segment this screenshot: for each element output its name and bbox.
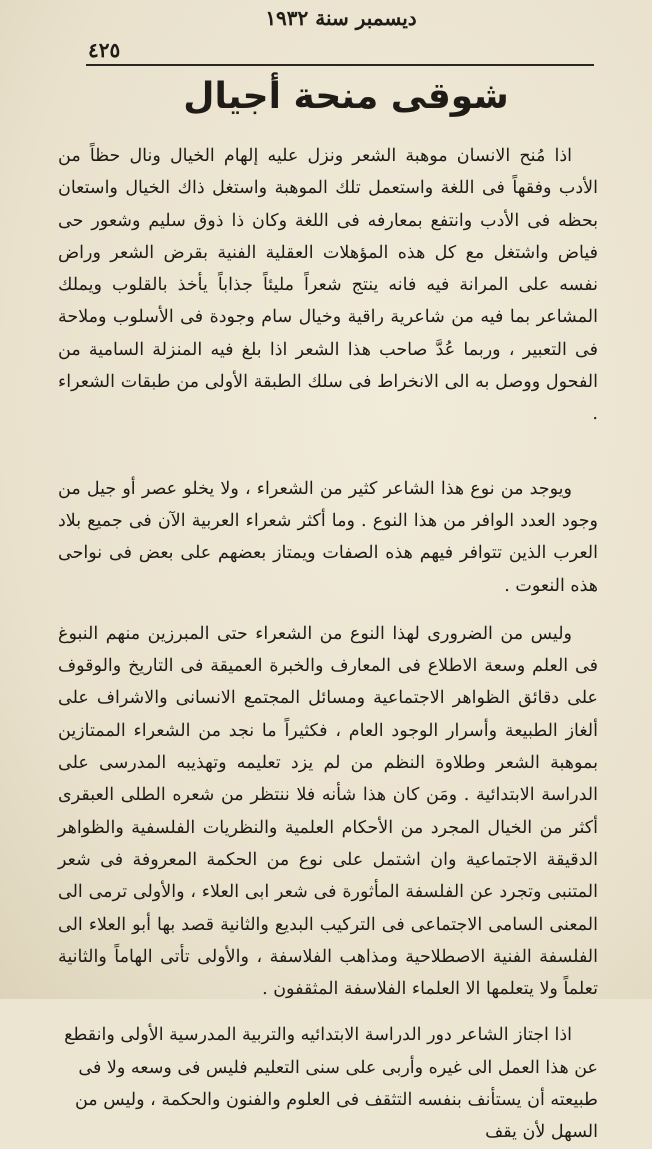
paragraph-3: وليس من الضرورى لهذا النوع من الشعراء حتى المبرزين منهم النبوغ فى العلم وسعة الاطلاع فى المعارف والخبرة العميقة فى التاريخ والوقوف على دقائق الظواهر الاجتماعية ومسائل المجتمع الانسانى والاشراف على ألغاز الطبيعة وأسرار الوجود العام ، فكثيراً ما نجد من الشعراء الممتازين بموهبة الشعر وطلاوة النظم من لم يزد تعليمه وتهذيبه المدرسى على الدراسة الابتدائية . ومَن كان هذا شأنه فلا ننتظر من شعره الطلى العبقرى أكثر من الخيال المجرد من الأحكام العلمية والنظريات الفلسفية والظواهر الدقيقة الاجتماعية وان اشتمل على نوع من الحكمة المعروفة فى شعر المتنبى وتجرد عن الفلسفة المأثورة فى شعر ابى العلاء ، والأولى ترمى الى المعنى السامى الاجتماعى فى التركيب البديع والثانية قصد بها أبو العلاء الى الفلسفة الفنية الاصطلاحية ومذاهب الفلاسفة ، والأولى تأتى الهاماً والثانية تعلماً ولا يتعلمها الا العلماء الفلاسفة المثقفون . (58, 623, 598, 1000)
article-title: شوقى منحة أجيال (183, 76, 509, 117)
paragraph-1: اذا مُنح الانسان موهبة الشعر ونزل عليه إلهام الخيال ونال حظاً من الأدب وفقهاً فى اللغة واستعمل تلك الموهبة واستغل ذاك الخيال واستعان بحظه فى الأدب وانتفع بمعارفه فى اللغة وكان ذا ذوق سليم وشعور حى فياض واشتغل مع كل هذه المؤهلات العقلية الفنية بقرض الشعر وراض نفسه على المرانة فيه فانه ينتج شعراً مليئاً جذاباً يأخذ بالقلوب ويملك المشاعر بما فيه من شاعرية راقية وخيال سام وجودة فى الأسلوب وملاحة فى التعبير ، وربما عُدَّ صاحب هذا الشعر اذا بلغ فيه المنزلة السامية من الفحول ووصل به الى الانخراط فى سلك الطبقة الأولى من طبقات الشعراء . (58, 146, 598, 425)
article-body (58, 140, 598, 1149)
page-number: ٤٢٥ (88, 38, 121, 62)
paragraph-4: اذا اجتاز الشاعر دور الدراسة الابتدائيه والتربية المدرسية الأولى وانقطع عن هذا العمل الى غيره وأربى على سنى التعليم فليس فى وسعه ولا فى طبيعته أن يستأنف بنفسه التثقف فى العلوم والفنون والحكمة ، وليس من السهل لأن يقف (64, 1025, 598, 1143)
running-head: ديسمبر سنة ١٩٣٢ (265, 6, 417, 30)
paragraph-2: ويوجد من نوع هذا الشاعر كثير من الشعراء ، ولا يخلو عصر أو جيل من وجود العدد الوافر من هذا النوع . وما أكثر شعراء العربية الآن فى جميع بلاد العرب الذين تتوافر فيهم هذه الصفات ويمتاز بعضهم على بعض فى نواحى هذه النعوت . (58, 478, 598, 596)
header-rule (86, 64, 594, 66)
